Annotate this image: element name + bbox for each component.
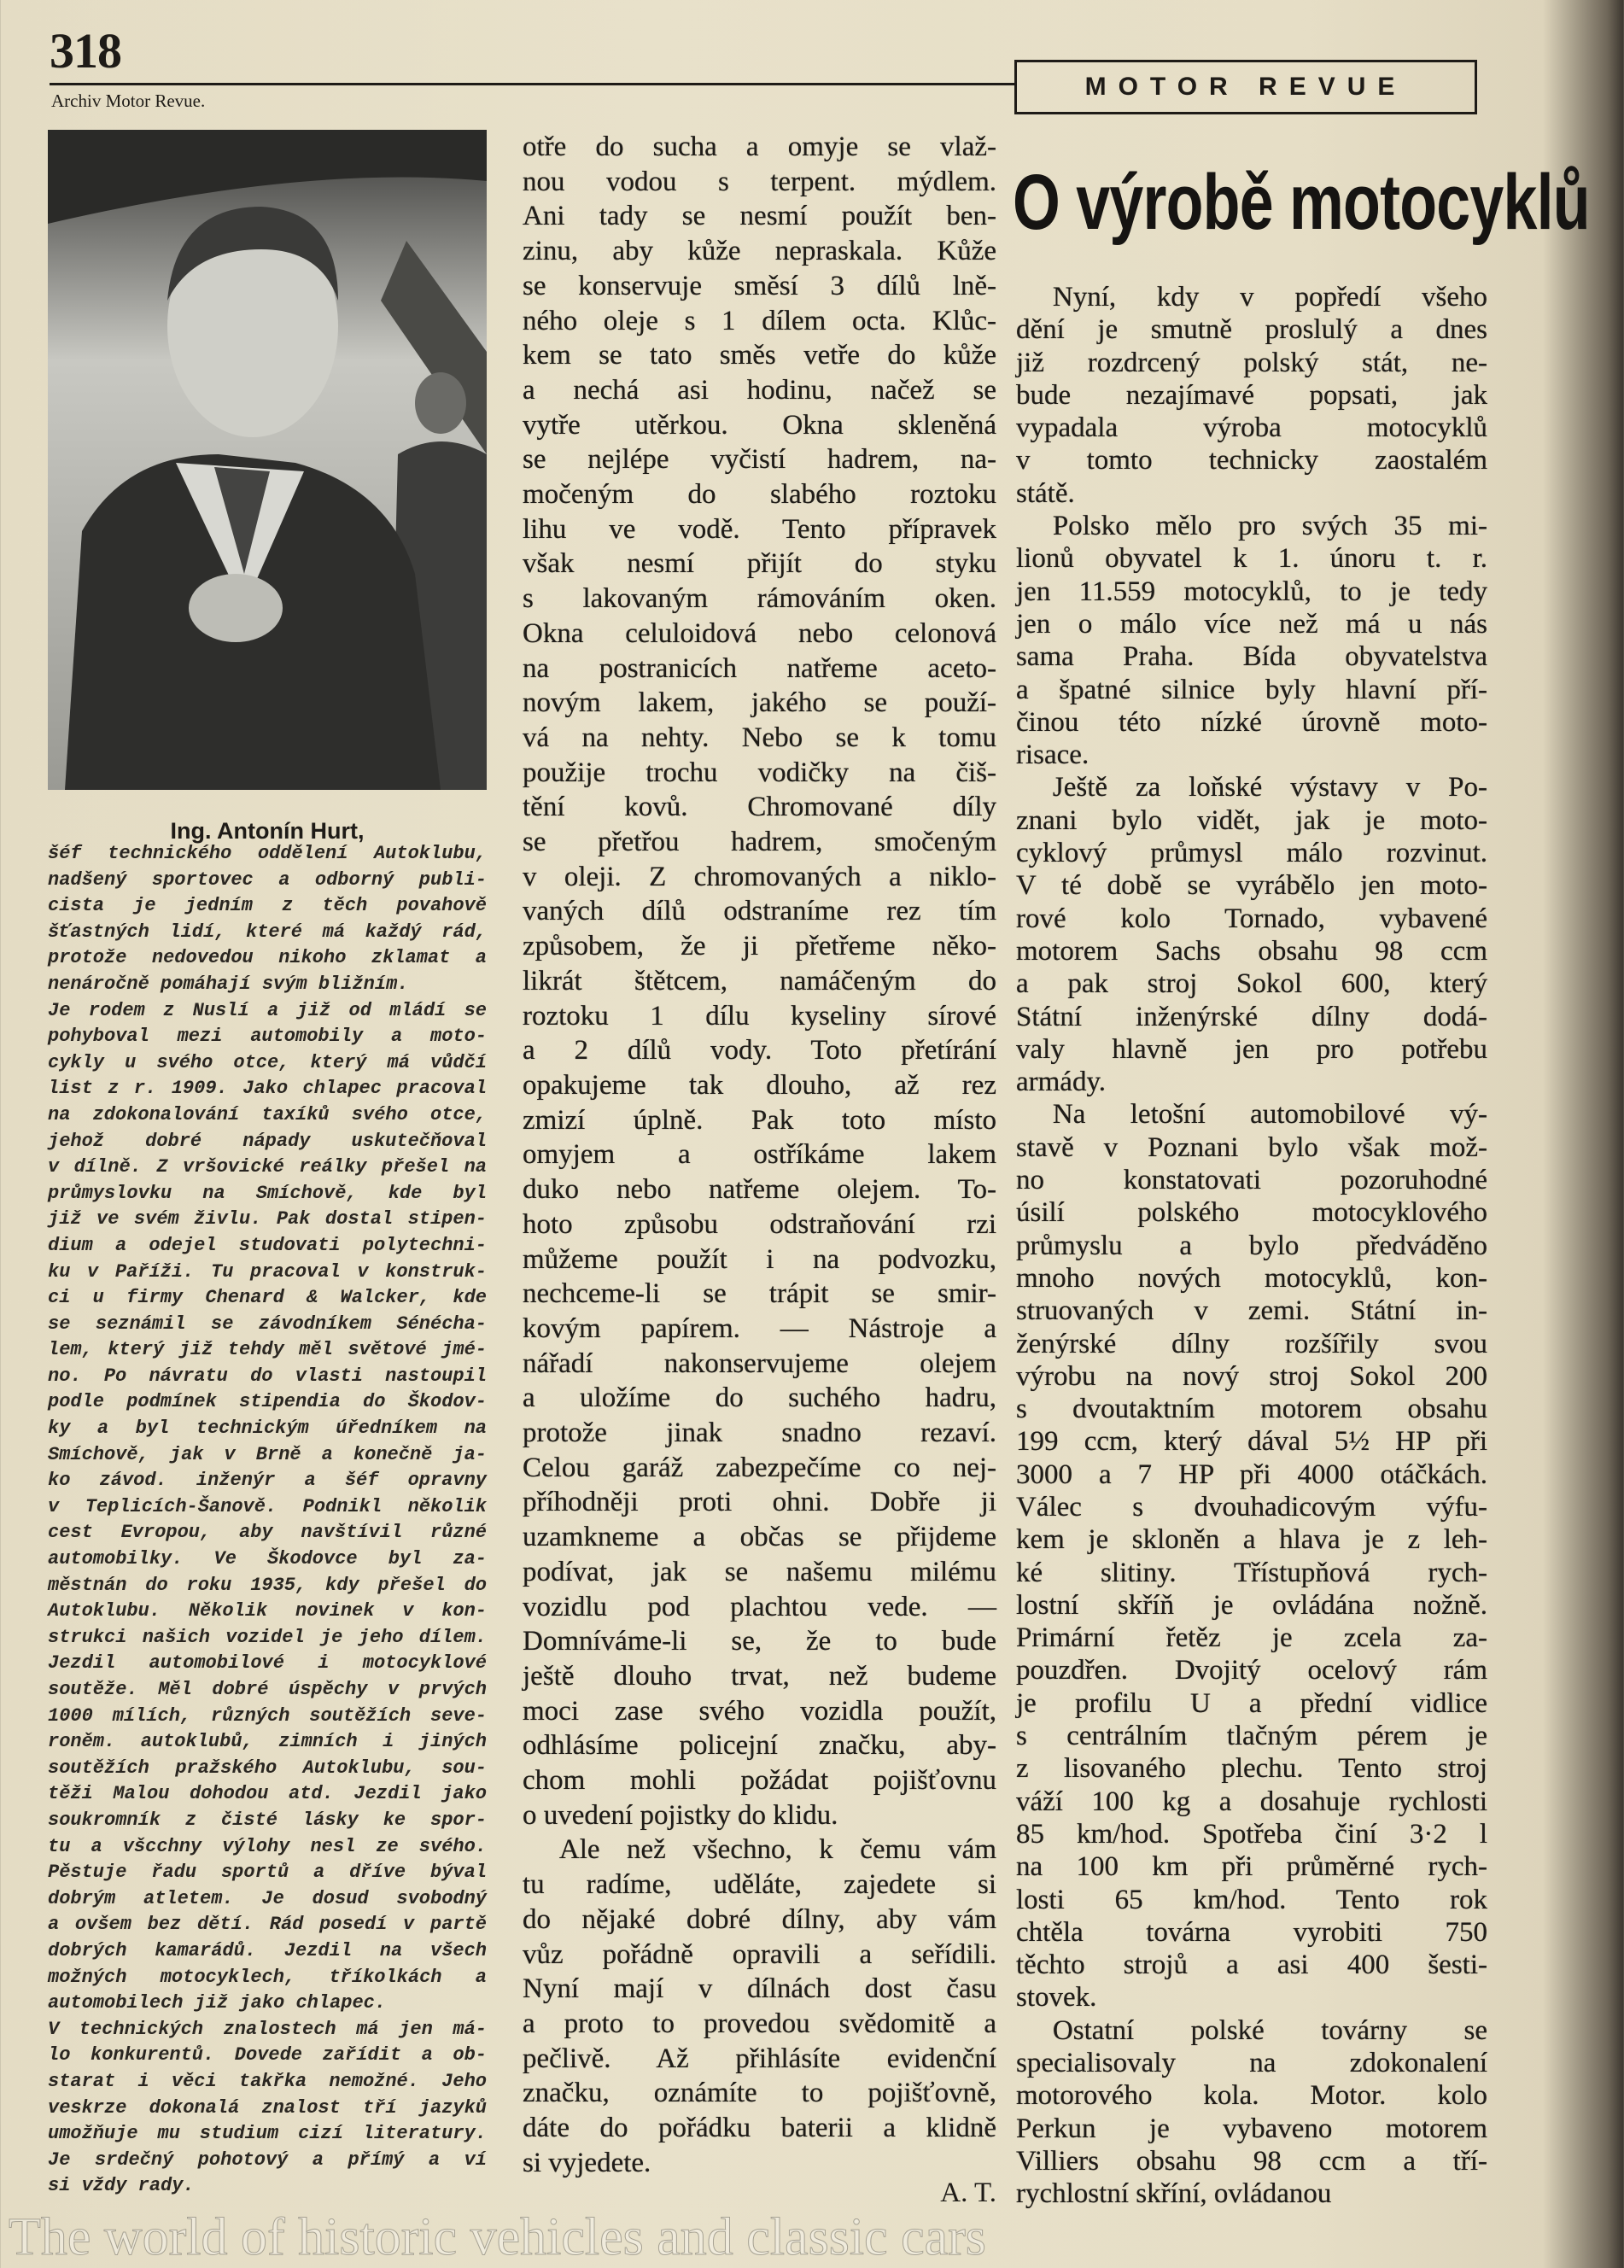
- text-line: již ve svém živlu. Pak dostal stipen-: [48, 1208, 487, 1230]
- text-line: dáte do pořádku baterii a klidně: [523, 2113, 996, 2144]
- text-line: ké slitiny. Třístupňová rych-: [1016, 1557, 1487, 1588]
- text-line: je profilu U a přední vidlice: [1016, 1687, 1487, 1719]
- text-line: váží 100 kg a dosahuje rychlosti: [1016, 1786, 1487, 1817]
- text-line: úsilí polského motocyklového: [1016, 1197, 1487, 1229]
- text-line: automobilech již jako chlapec.: [48, 1992, 387, 2014]
- text-line: Polsko mělo pro svých 35 mi-: [1052, 511, 1487, 542]
- text-line: nenáročně pomáhají svým bližním.: [48, 973, 409, 995]
- text-line: lionů obyvatel k 1. únoru t. r.: [1016, 543, 1487, 575]
- text-line: s centrálním tlačným pérem je: [1016, 1721, 1487, 1752]
- text-line: nadšený sportovec a odborný publi-: [48, 868, 487, 891]
- text-line: si vždy rady.: [48, 2175, 195, 2197]
- article-body-text: [1016, 281, 1487, 2211]
- text-line: stavě v Poznani bylo však mož-: [1016, 1131, 1487, 1163]
- text-line: jen o málo více než má u nás: [1016, 608, 1487, 640]
- text-line: Je rodem z Nuslí a již od mládí se: [48, 999, 487, 1021]
- archive-label: Archiv Motor Revue.: [51, 91, 206, 111]
- text-line: Ani tady se nesmí použít ben-: [523, 201, 996, 232]
- text-line: Ale než všechno, k čemu vám: [558, 1834, 996, 1866]
- text-line: podívat, jak se našemu milému: [523, 1556, 996, 1587]
- text-line: stovek.: [1016, 1982, 1097, 2014]
- watermark: The world of historic vehicles and classic cars: [9, 2208, 986, 2266]
- text-line: starat i věci takřka nemožné. Jeho: [48, 2070, 487, 2092]
- text-line: cykly u svého otce, který má vůdčí: [48, 1051, 487, 1073]
- text-line: Autoklubu. Několik novinek v kon-: [48, 1600, 487, 1622]
- text-line: jehož dobré nápady uskutečňoval: [48, 1130, 487, 1152]
- text-line: vytře utěrkou. Okna skleněná: [523, 409, 996, 441]
- text-line: valy hlavně jen pro potřebu: [1016, 1033, 1487, 1065]
- text-line: lo konkurentů. Dovede zařídit a ob-: [48, 2044, 487, 2066]
- text-line: Na letošní automobilové vý-: [1052, 1099, 1487, 1131]
- text-line: mnoho nových motocyklů, kon-: [1016, 1262, 1487, 1294]
- text-line: Okna celuloidová nebo celonová: [523, 617, 996, 649]
- text-line: rové kolo Tornado, vybavené: [1016, 903, 1487, 934]
- text-line: ci u firmy Chenard & Walcker, kde: [48, 1287, 487, 1309]
- text-line: cista je jedním z těch povahově: [48, 895, 487, 917]
- text-line: dium a odejel studovati polytechni-: [48, 1234, 487, 1256]
- text-line: soutěžích pražského Autoklubu, sou-: [48, 1757, 487, 1779]
- text-line: no. Po návratu do vlasti nastoupil: [48, 1365, 487, 1387]
- text-line: těchto strojů a asi 400 šesti-: [1016, 1949, 1487, 1981]
- text-line: 1000 mílích, různých soutěžích seve-: [48, 1704, 487, 1727]
- text-line: 199 ccm, který dával 5½ HP při: [1016, 1426, 1487, 1458]
- text-line: automobilky. Ve Škodovce byl za-: [48, 1548, 487, 1570]
- text-line: znani bylo vidět, jak je moto-: [1016, 804, 1487, 836]
- text-line: v Teplicích-Šanově. Podnikl několik: [48, 1495, 487, 1517]
- text-line: rychlostní skříní, ovládanou: [1016, 2178, 1332, 2210]
- text-line: s dvoutaktním motorem obsahu: [1016, 1394, 1487, 1425]
- text-line: novým lakem, jakého se použí-: [523, 687, 996, 719]
- text-line: protože jinak snadno rezaví.: [523, 1418, 996, 1449]
- text-line: specialisovaly na zdokonalení: [1016, 2048, 1487, 2079]
- text-line: Smíchově, jak v Brně a konečně ja-: [48, 1443, 487, 1465]
- text-line: Perkun je vybaveno motorem: [1016, 2113, 1487, 2144]
- text-line: vozidlu pod plachtou vede. —: [523, 1591, 996, 1622]
- text-line: struovaných v zemi. Státní in-: [1016, 1295, 1487, 1327]
- text-line: v dílně. Z vršovické reálky přešel na: [48, 1156, 487, 1178]
- text-line: ženýrské dílny rozšířily svou: [1016, 1328, 1487, 1359]
- text-line: šťastných lidí, které má každý rád,: [48, 921, 487, 943]
- text-line: umožňuje mu studium cizí literatury.: [48, 2123, 487, 2145]
- text-line: do nějaké dobré dílny, aby vám: [523, 1903, 996, 1935]
- text-line: pohyboval mezi automobily a moto-: [48, 1026, 487, 1048]
- text-line: ky a byl technickým úředníkem na: [48, 1418, 487, 1440]
- text-line: tu radíme, uděláte, zajedete si: [523, 1869, 996, 1901]
- text-line: kem je skloněn a hlava je z leh-: [1016, 1524, 1487, 1556]
- text-line: a 2 dílů vody. Toto přetírání: [523, 1035, 996, 1067]
- text-line: moci zase svého vozidla použít,: [523, 1695, 996, 1727]
- text-line: vypadala výroba motocyklů: [1016, 412, 1487, 444]
- text-line: cest Evropou, aby navštívil různé: [48, 1522, 487, 1544]
- text-line: bude nezajímavé popsati, jak: [1016, 379, 1487, 411]
- text-line: však nesmí přijít do styku: [523, 548, 996, 580]
- text-line: a uložíme do suchého hadru,: [523, 1382, 996, 1414]
- text-line: Domníváme-li se, že to bude: [523, 1626, 996, 1657]
- text-line: příhodněji proti ohni. Dobře ji: [523, 1487, 996, 1518]
- text-line: močeným do slabého roztoku: [523, 479, 996, 511]
- text-line: lem, který již tehdy měl světové jmé-: [48, 1339, 487, 1361]
- text-line: opakujeme tak dlouho, až rez: [523, 1069, 996, 1101]
- text-line: průmyslu a bylo předváděno: [1016, 1230, 1487, 1261]
- text-line: zinu, aby kůže nepraskala. Kůže: [523, 236, 996, 267]
- text-line: a pak stroj Sokol 600, který: [1016, 968, 1487, 1000]
- text-line: se nejlépe vyčistí hadrem, na-: [523, 444, 996, 476]
- text-line: pouzdřen. Dvojitý ocelový rám: [1016, 1655, 1487, 1686]
- text-line: chom mohli požádat pojišťovnu: [523, 1765, 996, 1797]
- text-line: podle podmínek stipendia do Škodov-: [48, 1391, 487, 1413]
- text-line: a špatné silnice byly hlavní pří-: [1016, 674, 1487, 705]
- text-line: dobrým atletem. Je dosud svobodný: [48, 1887, 487, 1909]
- text-line: soukromník z čisté lásky ke spor-: [48, 1809, 487, 1831]
- text-line: vůz pořádně opravili a seřídili.: [523, 1938, 996, 1970]
- text-line: Ostatní polské továrny se: [1052, 2014, 1487, 2046]
- text-line: likrát štětcem, namáčeným do: [523, 965, 996, 997]
- text-line: duko nebo natřeme olejem. To-: [523, 1174, 996, 1206]
- text-line: list z r. 1909. Jako chlapec pracoval: [48, 1078, 487, 1100]
- text-line: tění kovů. Chromované díly: [523, 792, 996, 823]
- text-line: možných motocyklech, tříkolkách a: [48, 1966, 487, 1988]
- text-line: hoto způsobu odstraňování rzi: [523, 1208, 996, 1240]
- text-line: vá na nehty. Nebo se k tomu: [523, 722, 996, 753]
- text-line: výrobu na nový stroj Sokol 200: [1016, 1360, 1487, 1392]
- text-line: roztoku 1 dílu kyseliny sírové: [523, 1000, 996, 1032]
- portrait-caption-text: [48, 841, 487, 2200]
- text-line: V té době se vyrábělo jen moto-: [1016, 870, 1487, 902]
- text-line: Primární řetěz je zcela za-: [1016, 1622, 1487, 1654]
- text-line: Nyní mají v dílnách dost času: [523, 1973, 996, 2005]
- text-line: Státní inženýrské dílny dodá-: [1016, 1001, 1487, 1032]
- text-line: omyjem a ostříkáme lakem: [523, 1139, 996, 1171]
- text-line: pečlivě. Až přihlásíte evidenční: [523, 2043, 996, 2074]
- text-line: činou této nízké úrovně moto-: [1016, 706, 1487, 738]
- article-title: O výrobě motocyklů: [1013, 159, 1590, 246]
- text-line: z lisovaného plechu. Tento stroj: [1016, 1753, 1487, 1785]
- text-line: použije trochu vodičky na čiš-: [523, 757, 996, 788]
- text-line: motorem Sachs obsahu 98 ccm: [1016, 935, 1487, 967]
- text-line: chtěla továrna vyrobiti 750: [1016, 1916, 1487, 1948]
- portrait-photo: [48, 130, 487, 790]
- text-line: se konservuje směsí 3 dílů lně-: [523, 270, 996, 301]
- text-line: státě.: [1016, 477, 1075, 509]
- text-line: sama Praha. Bída obyvatelstva: [1016, 641, 1487, 673]
- text-line: no konstatovati pozoruhodné: [1016, 1165, 1487, 1196]
- text-line: Celou garáž zabezpečíme co nej-: [523, 1452, 996, 1483]
- caption-title: Ing. Antonín Hurt,: [170, 818, 365, 844]
- text-line: se seznámil se závodníkem Sénécha-: [48, 1312, 487, 1335]
- text-line: Válec s dvouhadicovým výfu-: [1016, 1491, 1487, 1523]
- text-line: jen 11.559 motocyklů, to je tedy: [1016, 576, 1487, 607]
- text-line: šéf technického oddělení Autoklubu,: [48, 843, 487, 864]
- text-line: dění je smutně proslulý a dnes: [1016, 314, 1487, 346]
- text-line: uzamkneme a občas se přijdeme: [523, 1522, 996, 1553]
- text-line: roněm. autoklubů, zimních i jiných: [48, 1731, 487, 1753]
- text-line: zmizí úplně. Pak toto místo: [523, 1104, 996, 1136]
- text-line: můžeme použít i na podvozku,: [523, 1243, 996, 1275]
- text-line: Villiers obsahu 98 ccm a tří-: [1016, 2145, 1487, 2177]
- text-line: způsobem, že ji přetřeme něko-: [523, 931, 996, 962]
- text-line: lihu ve vodě. Tento přípravek: [523, 513, 996, 545]
- text-line: motorového kola. Motor. kolo: [1016, 2080, 1487, 2112]
- text-line: si vyjedete.: [523, 2147, 651, 2178]
- text-line: na zdokonalování taxíků svého otce,: [48, 1103, 487, 1125]
- middle-column-text: [523, 130, 996, 2180]
- text-line: nářadí nakonservujeme olejem: [523, 1347, 996, 1379]
- text-line: a ovšem bez dětí. Rád posedí v partě: [48, 1914, 487, 1936]
- text-line: již rozdrcený polský stát, ne-: [1016, 347, 1487, 378]
- text-line: na 100 km při průměrné rych-: [1016, 1851, 1487, 1883]
- text-line: kovým papírem. — Nástroje a: [523, 1312, 996, 1344]
- masthead-box: [1014, 60, 1477, 114]
- text-line: na postranicích natřeme aceto-: [523, 652, 996, 684]
- text-line: V technických znalostech má jen má-: [48, 2018, 487, 2040]
- text-line: lostní skříň je ovládána nožně.: [1016, 1589, 1487, 1621]
- page-number: 318: [50, 23, 121, 79]
- text-line: kem se tato směs vetře do kůže: [523, 340, 996, 371]
- text-line: armády.: [1016, 1067, 1107, 1098]
- text-line: ku v Paříži. Tu pracoval v konstruk-: [48, 1260, 487, 1283]
- text-line: cyklový průmysl málo rozvinut.: [1016, 838, 1487, 869]
- text-line: risace.: [1016, 739, 1089, 771]
- text-line: ko závod. inženýr a šéf opravny: [48, 1470, 487, 1492]
- text-line: městnán do roku 1935, kdy přešel do: [48, 1574, 487, 1596]
- text-line: tu a všcchny výlohy nesl ze svého.: [48, 1835, 487, 1857]
- text-line: protože nedovedou nikoho zklamat a: [48, 947, 487, 969]
- text-line: soutěže. Měl dobré úspěchy v prvých: [48, 1679, 487, 1700]
- text-line: průmyslovku na Smíchově, kde byl: [48, 1182, 487, 1204]
- text-line: dobrých kamarádů. Jezdil na všech: [48, 1939, 487, 1961]
- author-signature: A. T.: [940, 2177, 996, 2208]
- text-line: o uvedení pojistky do klidu.: [523, 1799, 838, 1831]
- text-line: losti 65 km/hod. Tento rok: [1016, 1884, 1487, 1915]
- header-rule: [50, 83, 1016, 85]
- text-line: s lakovaným rámováním oken.: [523, 583, 996, 615]
- text-line: nechceme-li se trápit se smir-: [523, 1278, 996, 1310]
- text-line: ného oleje s 1 dílem octa. Klůc-: [523, 305, 996, 336]
- text-line: a nechá asi hodinu, načež se: [523, 374, 996, 406]
- text-line: 3000 a 7 HP při 4000 otáčkách.: [1016, 1458, 1487, 1490]
- text-line: 85 km/hod. Spotřeba činí 3·2 l: [1016, 1818, 1487, 1850]
- text-line: Pěstuje řadu sportů a dříve býval: [48, 1862, 487, 1884]
- text-line: a proto to provedou svědomitě a: [523, 2008, 996, 2039]
- text-line: odhlásíme policejní značku, aby-: [523, 1730, 996, 1762]
- text-line: Jezdil automobilové i motocyklové: [48, 1652, 487, 1675]
- text-line: ještě dlouho trvat, než budeme: [523, 1660, 996, 1692]
- text-line: nou vodou s terpent. mýdlem.: [523, 166, 996, 197]
- text-line: otře do sucha a omyje se vlaž-: [523, 132, 996, 162]
- text-line: značku, oznámíte to pojišťovně,: [523, 2078, 996, 2109]
- text-line: Je srdečný pohotový a přímý a ví: [48, 2148, 487, 2171]
- masthead-title: MOTOR REVUE: [1084, 73, 1407, 101]
- text-line: veskrze dokonalá znalost tří jazyků: [48, 2096, 487, 2119]
- text-line: Ještě za loňské výstavy v Po-: [1052, 772, 1487, 804]
- text-line: strukci našich vozidel je jeho dílem.: [48, 1626, 487, 1648]
- text-line: v oleji. Z chromovaných a niklo-: [523, 861, 996, 892]
- text-line: v tomto technicky zaostalém: [1016, 445, 1487, 476]
- text-line: těži Malou dohodou atd. Jezdil jako: [48, 1783, 487, 1805]
- text-line: se přetřou hadrem, smočeným: [523, 827, 996, 858]
- text-line: vaných dílů odstraníme rez tím: [523, 896, 996, 927]
- text-line: Nyní, kdy v popředí všeho: [1052, 282, 1487, 313]
